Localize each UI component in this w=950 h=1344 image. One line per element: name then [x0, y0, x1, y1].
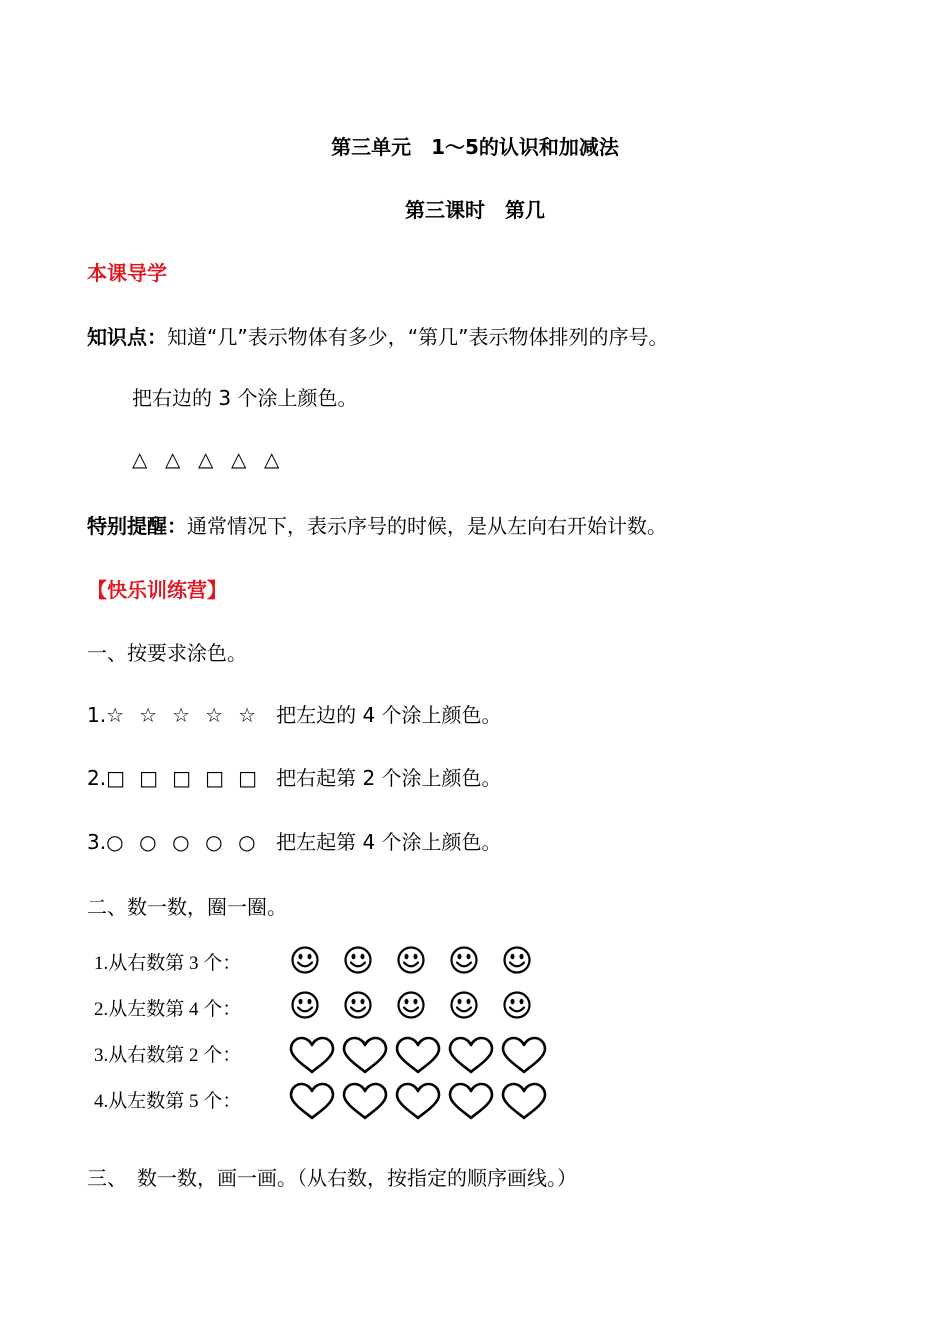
- document-title: 第三单元 1～5的认识和加减法: [331, 135, 619, 159]
- heart-icon[interactable]: [503, 1038, 545, 1072]
- smiley-icon[interactable]: [346, 993, 371, 1018]
- heart-row-1: [291, 1038, 545, 1072]
- item-prefix: 1.: [87, 703, 107, 727]
- square-icon: □: [238, 766, 257, 790]
- triangle-icon: △: [264, 447, 280, 471]
- triangle-icon: △: [165, 447, 181, 471]
- square-icon: □: [205, 766, 224, 790]
- smiley-icon[interactable]: [399, 948, 424, 973]
- triangle-icon: △: [198, 447, 214, 471]
- reminder-label: 特别提醒：: [87, 514, 187, 538]
- count-row-label-1: 1.从右数第 3 个：: [94, 953, 242, 974]
- star-icon: ☆: [139, 703, 158, 727]
- section1-heading: 一、按要求涂色。: [87, 641, 247, 665]
- knowledge-text: 知道“几”表示物体有多少，“第几”表示物体排列的序号。: [167, 325, 669, 349]
- lesson-subtitle: 第三课时 第几: [405, 198, 545, 222]
- star-icon: ☆: [172, 703, 191, 727]
- square-icon: □: [106, 766, 125, 790]
- heart-icon[interactable]: [344, 1038, 386, 1072]
- item-instruction: 把左边的 4 个涂上颜色。: [276, 703, 502, 727]
- circle-icon: ○: [172, 830, 190, 854]
- circle-icon: ○: [205, 830, 223, 854]
- smiley-icon[interactable]: [293, 948, 318, 973]
- smiley-row-1: [293, 948, 530, 973]
- count-row-label-2: 2.从左数第 4 个：: [94, 999, 242, 1020]
- camp-heading: 【快乐训练营】: [87, 578, 227, 602]
- square-icon: □: [139, 766, 158, 790]
- guide-heading: 本课导学: [87, 261, 167, 285]
- smiley-icon[interactable]: [505, 948, 530, 973]
- smiley-row-2: [293, 993, 530, 1018]
- circle-icon: ○: [238, 830, 256, 854]
- triangle-icon: △: [231, 447, 247, 471]
- section2-heading: 二、数一数，圈一圈。: [87, 895, 287, 919]
- heart-icon[interactable]: [397, 1038, 439, 1072]
- knowledge-label: 知识点：: [87, 325, 167, 349]
- triangle-icon: △: [132, 447, 148, 471]
- heart-icon[interactable]: [291, 1084, 333, 1118]
- smiley-icon[interactable]: [505, 993, 530, 1018]
- heart-icon[interactable]: [397, 1084, 439, 1118]
- star-icon: ☆: [238, 703, 257, 727]
- heart-row-2: [291, 1084, 545, 1118]
- heart-icon[interactable]: [450, 1084, 492, 1118]
- item-prefix: 3.: [87, 830, 107, 854]
- smiley-icon[interactable]: [452, 993, 477, 1018]
- item-instruction: 把右起第 2 个涂上颜色。: [276, 766, 502, 790]
- star-icon: ☆: [106, 703, 125, 727]
- heart-icon[interactable]: [450, 1038, 492, 1072]
- smiley-icon[interactable]: [293, 993, 318, 1018]
- square-icon: □: [172, 766, 191, 790]
- smiley-icon[interactable]: [452, 948, 477, 973]
- reminder-text: 通常情况下，表示序号的时候，是从左向右开始计数。: [187, 514, 667, 538]
- star-icon: ☆: [205, 703, 224, 727]
- heart-icon[interactable]: [344, 1084, 386, 1118]
- item-prefix: 2.: [87, 766, 107, 790]
- example-instruction: 把右边的 3 个涂上颜色。: [132, 386, 358, 410]
- smiley-icon[interactable]: [346, 948, 371, 973]
- item-instruction: 把左起第 4 个涂上颜色。: [276, 830, 502, 854]
- heart-icon[interactable]: [503, 1084, 545, 1118]
- smiley-icon[interactable]: [399, 993, 424, 1018]
- circle-icon: ○: [106, 830, 124, 854]
- heart-icon[interactable]: [291, 1038, 333, 1072]
- count-row-label-3: 3.从右数第 2 个：: [94, 1045, 242, 1066]
- count-row-label-4: 4.从左数第 5 个：: [94, 1091, 242, 1112]
- section3-heading: 三、 数一数，画一画。（从右数，按指定的顺序画线。）: [87, 1166, 577, 1190]
- circle-icon: ○: [139, 830, 157, 854]
